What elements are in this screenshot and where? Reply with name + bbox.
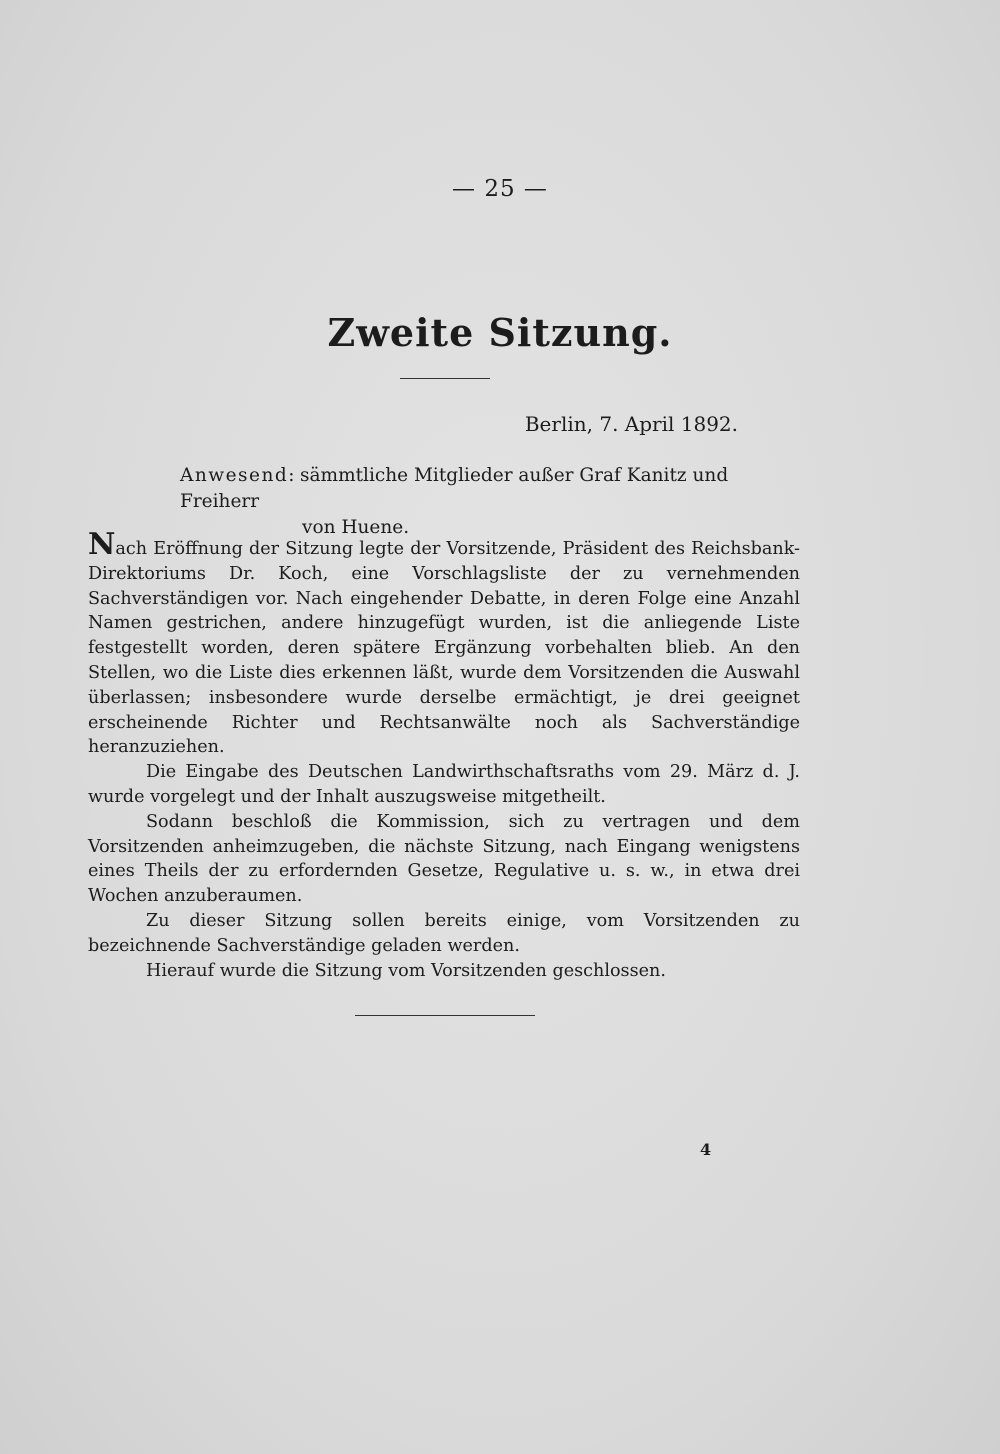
attendance-line-2: von Huene.: [302, 517, 410, 538]
session-title: Zweite Sitzung.: [327, 310, 673, 355]
initial-letter: N: [88, 527, 116, 562]
attendance-members: sämmtliche Mitglieder außer Graf Kanitz und Freiherr: [180, 465, 729, 512]
paragraph-5: Hierauf wurde die Sitzung vom Vorsitzenden geschlossen.: [146, 960, 666, 981]
attendance-label: Anwesend:: [180, 465, 296, 486]
attendance-line-1: [180, 463, 800, 515]
sheet-signature: 4: [700, 1140, 712, 1159]
paragraph-4: Zu dieser Sitzung sollen bereits einige, vom Vorsitzenden zu bezeichnende Sachverständige geladen werden.: [88, 910, 800, 956]
title-divider: [400, 378, 490, 379]
attendance-block: [180, 463, 800, 541]
page-number: — 25 —: [452, 176, 548, 202]
dateline: Berlin, 7. April 1892.: [524, 412, 738, 436]
paragraph-3: Sodann beschloß die Kommission, sich zu vertragen und dem Vorsitzenden anheimzugeben, die nächste Sitzung, nach Eingang wenigstens eines Theils der zu erfordernden Gesetze, Regulative u. s. w., in etwa drei Wochen anzuberaumen.: [88, 811, 800, 907]
paragraph-2: Die Eingabe des Deutschen Landwirthschaftsraths vom 29. März d. J. wurde vorgelegt und der Inhalt auszugsweise mitgetheilt.: [88, 762, 800, 807]
paragraph-1-text: ach Eröffnung der Sitzung legte der Vorsitzende, Präsident des Reichsbank-Direktoriums Dr. Koch, eine Vorschlagsliste der zu vernehmenden Sachverständigen vor. Nach eingehender Debatte, in deren Folge eine Anzahl Namen gestrichen, andere hinzugefügt wurden, ist die anliegende Liste festgestellt worden, deren spätere Ergänzung vorbehalten blieb. An den Stellen, wo die Liste dies erkennen läßt, wurde dem Vorsitzenden die Auswahl überlassen; insbesondere wurde derselbe ermächtigt, je drei geeignet erscheinende Richter und Rechtsanwälte noch als Sachverständige heranzuziehen.: [88, 539, 800, 758]
closing-divider: [355, 1015, 535, 1016]
